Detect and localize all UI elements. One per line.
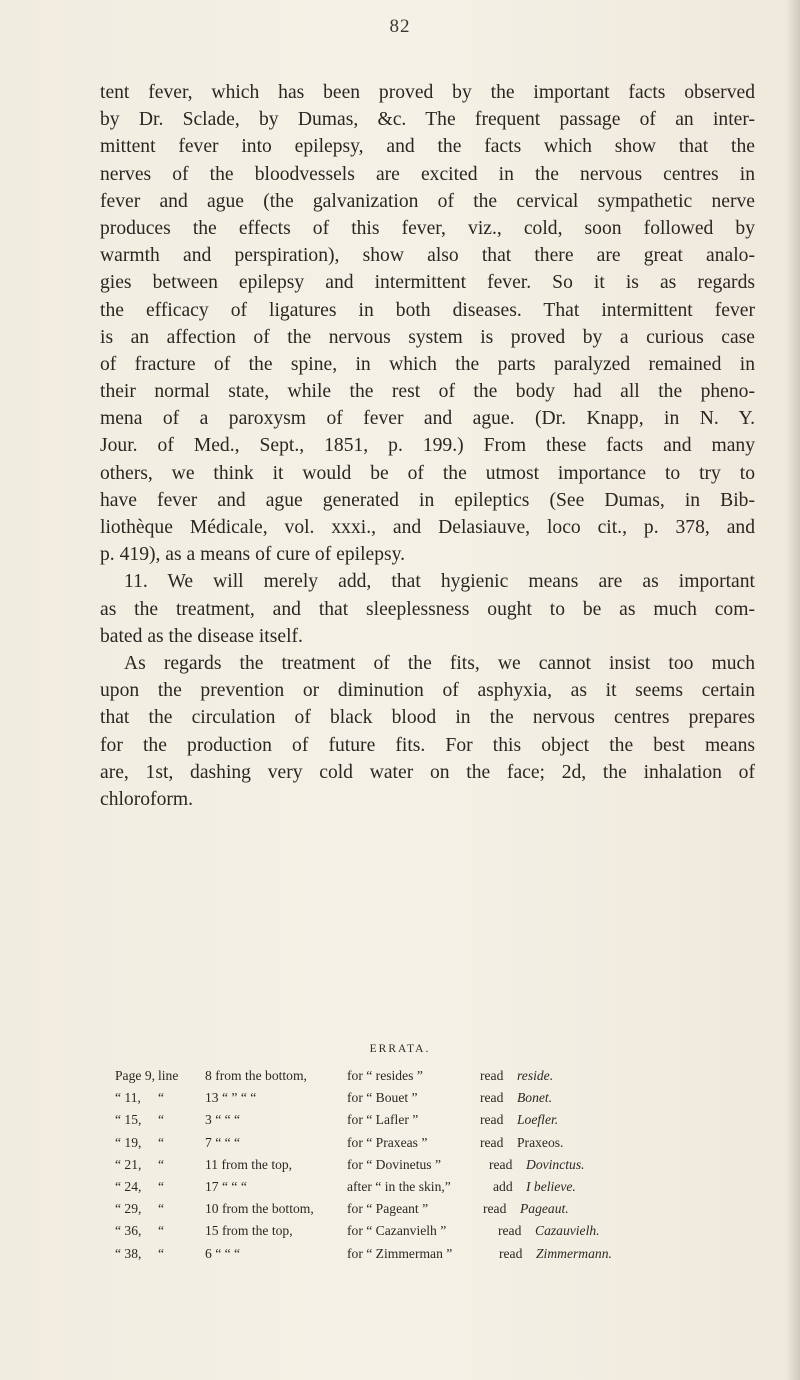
text-line: by Dr. Sclade, by Dumas, &c. The frequent passage of an inter-: [100, 109, 755, 131]
text-line: mena of a paroxysm of fever and ague. (Dr. Knapp, in N. Y.: [100, 408, 755, 430]
errata-line-label: “: [158, 1201, 165, 1217]
errata-action: read: [499, 1245, 523, 1261]
errata-correction: Zimmermann.: [536, 1245, 612, 1261]
errata-page: “ 15,: [115, 1112, 142, 1128]
errata-correction: Praxeos.: [517, 1134, 564, 1150]
errata-original: for “ Dovinetus ”: [347, 1156, 441, 1172]
text-line: produces the effects of this fever, viz., cold, soon followed by: [100, 217, 755, 239]
errata-correction: Bonet.: [517, 1090, 553, 1106]
page-edge-shadow: [786, 0, 800, 1380]
text-line: nerves of the bloodvessels are excited in the nervous centres in: [100, 163, 755, 185]
errata-line-label: “: [158, 1178, 165, 1194]
text-line: Jour. of Med., Sept., 1851, p. 199.) From these facts and many: [100, 435, 755, 457]
text-line: that the circulation of black blood in the nervous centres prepares: [100, 707, 755, 729]
errata-action: read: [480, 1090, 504, 1106]
errata-location: 15 from the top,: [205, 1223, 293, 1239]
text-line: tent fever, which has been proved by the important facts observed: [100, 82, 755, 103]
errata-page: “ 36,: [115, 1223, 142, 1239]
text-line: warmth and perspiration), show also that there are great analo-: [100, 245, 755, 267]
errata-action: read: [498, 1223, 522, 1239]
errata-page: “ 38,: [115, 1245, 142, 1261]
text-line: as the treatment, and that sleeplessness ought to be as much com-: [100, 598, 755, 620]
errata-action: read: [480, 1112, 504, 1128]
errata-original: for “ Zimmerman ”: [347, 1245, 453, 1261]
errata-location: 7 “ “ “: [205, 1134, 241, 1150]
errata-title: ERRATA.: [369, 1043, 431, 1055]
errata-line-label: “: [158, 1134, 165, 1150]
errata-correction: Pageaut.: [520, 1201, 569, 1217]
errata-correction: Dovinctus.: [526, 1156, 585, 1172]
text-line: chloroform.: [100, 788, 194, 810]
errata-correction: I believe.: [526, 1178, 576, 1194]
errata-action: read: [483, 1201, 507, 1217]
errata-original: for “ Cazanvielh ”: [347, 1223, 447, 1239]
errata-correction: reside.: [517, 1068, 554, 1083]
errata-page: “ 11,: [115, 1090, 141, 1106]
errata-location: 13 “ ” “ “: [205, 1090, 257, 1106]
page-number: 82: [389, 16, 411, 37]
text-line: have fever and ague generated in epileptics (See Dumas, in Bib-: [100, 489, 755, 511]
text-line: upon the prevention or diminution of asphyxia, as it seems certain: [100, 680, 755, 702]
text-line: for the production of future fits. For this object the best means: [100, 734, 755, 756]
errata-correction: Loefler.: [517, 1112, 559, 1128]
text-line: others, we think it would be of the utmost importance to try to: [100, 462, 755, 484]
text-line: liothèque Médicale, vol. xxxi., and Delasiauve, loco cit., p. 378, and: [100, 517, 755, 538]
errata-location: 8 from the bottom,: [205, 1068, 307, 1083]
main-paragraph: [100, 79, 755, 813]
text-line: the efficacy of ligatures in both diseases. That intermittent fever: [100, 299, 755, 321]
errata-page: “ 24,: [115, 1178, 142, 1194]
errata-original: for “ Pageant ”: [347, 1201, 429, 1217]
errata-location: 10 from the bottom,: [205, 1201, 314, 1217]
text-line: 11. We will merely add, that hygienic means are as important: [124, 571, 755, 593]
text-line: is an affection of the nervous system is proved by a curious case: [100, 326, 755, 348]
text-line: As regards the treatment of the fits, we cannot insist too much: [124, 652, 755, 674]
errata-original: after “ in the skin,”: [347, 1178, 451, 1194]
errata-page: “ 19,: [115, 1134, 142, 1150]
errata-location: 11 from the top,: [205, 1156, 293, 1172]
text-line: are, 1st, dashing very cold water on the face; 2d, the inhalation of: [100, 761, 755, 783]
text-line: gies between epilepsy and intermittent fever. So it is as regards: [100, 272, 755, 294]
text-line: fever and ague (the galvanization of the cervical sympathetic nerve: [100, 190, 755, 212]
errata-original: for “ Bouet ”: [347, 1090, 418, 1106]
errata-correction: Cazauvielh.: [535, 1223, 600, 1239]
errata-line-label: “: [158, 1223, 165, 1239]
errata-line-label: “: [158, 1245, 165, 1261]
errata-original: for “ resides ”: [347, 1068, 423, 1083]
errata-location: 17 “ “ “: [205, 1178, 247, 1194]
errata-location: 3 “ “ “: [205, 1112, 241, 1128]
text-line: p. 419), as a means of cure of epilepsy.: [100, 544, 406, 566]
errata-action: read: [480, 1134, 504, 1150]
errata-page: “ 21,: [115, 1156, 142, 1172]
errata-line-label: “: [158, 1112, 165, 1128]
text-line: of fracture of the spine, in which the parts paralyzed remained in: [100, 353, 755, 375]
text-line: bated as the disease itself.: [100, 625, 303, 647]
errata-page: “ 29,: [115, 1201, 142, 1217]
errata-line-label: “: [158, 1156, 165, 1172]
errata-original: for “ Praxeas ”: [347, 1134, 428, 1150]
errata-action: read: [480, 1068, 504, 1083]
errata-page: Page 9,: [115, 1068, 156, 1083]
errata-line-label: line: [158, 1068, 179, 1083]
errata-original: for “ Lafler ”: [347, 1112, 419, 1128]
errata-action: add: [493, 1178, 513, 1194]
text-line: their normal state, while the rest of the body had all the pheno-: [100, 381, 755, 403]
errata-line-label: “: [158, 1090, 165, 1106]
errata-location: 6 “ “ “: [205, 1245, 241, 1261]
errata-action: read: [489, 1156, 513, 1172]
text-line: mittent fever into epilepsy, and the facts which show that the: [100, 136, 755, 158]
